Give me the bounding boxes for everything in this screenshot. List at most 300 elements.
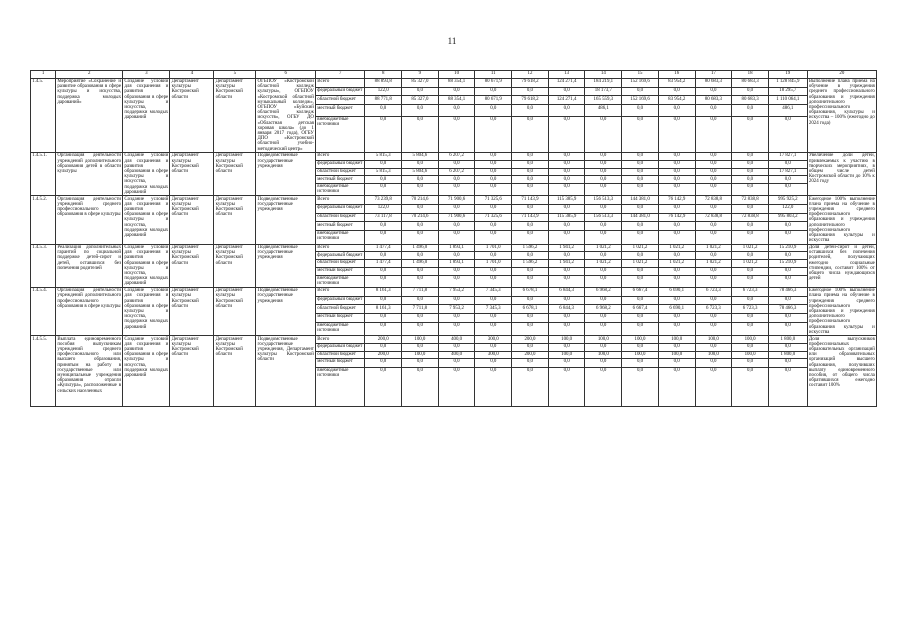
page-number: 11 xyxy=(447,36,457,46)
amount-cell: 0,0 xyxy=(695,116,732,152)
funding-source: Всего xyxy=(316,287,365,296)
column-number: 19 xyxy=(768,71,807,79)
amount-cell: 72 838,8 xyxy=(695,213,732,222)
amount-cell: 0,0 xyxy=(768,296,807,305)
amount-cell: 0,0 xyxy=(365,296,402,305)
amount-cell: 0,0 xyxy=(548,359,585,368)
amount-cell: 0,0 xyxy=(438,176,475,184)
customer-cell: Департамент культуры Костромской области xyxy=(170,153,214,196)
participants-cell: Подведомственные государственные учреждения xyxy=(256,244,316,287)
amount-cell: 0,0 xyxy=(622,204,659,213)
column-number: 17 xyxy=(695,71,732,79)
row-id: 1.4.5. xyxy=(31,78,56,152)
amount-cell: 1 893,1 xyxy=(438,260,475,268)
amount-cell: 0,0 xyxy=(658,322,695,336)
amount-cell: 200,0 xyxy=(512,351,549,359)
funding-source: Всего xyxy=(316,244,365,252)
indicator-cell: Доля выпускников профессиональных образовательных организаций или образовательных организаций высшего образования, получивших выплату единовременного пособия, от общего числа обратившихся ежегодно составит 100% xyxy=(807,336,876,407)
amount-cell: 0,0 xyxy=(365,267,402,275)
goal-cell: Создание условий для сохранения и развития образования в сфере культуры и искусства, поддержки молодых дарований xyxy=(124,244,169,287)
amount-cell: 0,0 xyxy=(365,183,402,195)
amount-cell: 0,0 xyxy=(585,153,622,161)
amount-cell: 0,0 xyxy=(695,322,732,336)
amount-cell: 0,0 xyxy=(438,343,475,351)
amount-cell: 0,0 xyxy=(658,160,695,168)
amount-cell: 0,0 xyxy=(658,252,695,260)
measure-cell: Организация деятельности учреждений дополнительного образования детей в области культуры xyxy=(56,153,123,196)
amount-cell: 100,0 xyxy=(585,351,622,359)
funding-source: Всего xyxy=(316,78,365,87)
amount-cell: 1 496,0 xyxy=(402,244,439,252)
amount-cell: 0,0 xyxy=(658,176,695,184)
amount-cell: 1 941,2 xyxy=(548,260,585,268)
amount-cell: 0,0 xyxy=(768,222,807,231)
amount-cell: 7 345,3 xyxy=(475,287,512,296)
funding-source: областной бюджет xyxy=(316,96,365,105)
amount-cell: 0,0 xyxy=(622,160,659,168)
amount-cell: 0,0 xyxy=(512,275,549,287)
amount-cell: 122,0 xyxy=(365,204,402,213)
amount-cell: 100,0 xyxy=(585,336,622,344)
amount-cell: 0,0 xyxy=(512,160,549,168)
goal-cell: Создание условий для сохранения и развития образования в сфере культуры и искусства, поддержки молодых дарований xyxy=(123,78,170,152)
amount-cell: 995 803,2 xyxy=(768,213,807,222)
funding-source: областной бюджет xyxy=(316,305,365,314)
amount-cell: 72 838,8 xyxy=(695,196,732,205)
amount-cell: 0,0 xyxy=(622,275,659,287)
amount-cell: 1 596,2 xyxy=(512,260,549,268)
amount-cell: 71 900,6 xyxy=(438,213,475,222)
amount-cell: 156 513,3 xyxy=(585,196,622,205)
amount-cell: 0,0 xyxy=(548,204,585,213)
column-number: 20 xyxy=(807,71,876,79)
amount-cell: 0,0 xyxy=(768,160,807,168)
amount-cell: 0,0 xyxy=(622,116,659,152)
column-number: 13 xyxy=(548,71,585,79)
amount-cell: 100,0 xyxy=(622,336,659,344)
funding-source: Всего xyxy=(316,196,365,205)
amount-cell: 0,0 xyxy=(548,183,585,195)
amount-cell: 0,0 xyxy=(658,222,695,231)
amount-cell: 1 021,2 xyxy=(658,244,695,252)
funding-source: федеральный бюджет xyxy=(316,343,365,351)
amount-cell: 0,0 xyxy=(365,230,402,244)
amount-cell: 0,0 xyxy=(732,168,769,176)
amount-cell: 0,0 xyxy=(585,296,622,305)
column-number: 8 xyxy=(365,71,402,79)
funding-source: внебюджетные источники xyxy=(316,367,365,407)
executor-cell: Департамент культуры Костромской области xyxy=(214,153,256,196)
participants-cell: Подведомственные государственные учреждения, Департамент культуры Костромской области xyxy=(256,336,316,407)
amount-cell: 1 110 064,1 xyxy=(768,96,807,105)
amount-cell: 71 143,9 xyxy=(512,196,549,205)
amount-cell: 0,0 xyxy=(622,343,659,351)
amount-cell: 71 325,6 xyxy=(475,213,512,222)
amount-cell: 0,0 xyxy=(695,105,732,116)
customer-cell: Департамент культуры Костромской области xyxy=(170,78,214,152)
amount-cell: 0,0 xyxy=(402,275,439,287)
amount-cell: 0,0 xyxy=(438,322,475,336)
amount-cell: 122,0 xyxy=(365,87,402,96)
amount-cell: 0,0 xyxy=(695,343,732,351)
funding-source: местный бюджет xyxy=(316,222,365,231)
amount-cell: 144 381,0 xyxy=(622,196,659,205)
amount-cell: 6 207,2 xyxy=(438,168,475,176)
amount-cell: 0,0 xyxy=(438,359,475,368)
amount-cell: 1 021,2 xyxy=(622,260,659,268)
amount-cell: 0,0 xyxy=(768,367,807,407)
amount-cell: 144 381,0 xyxy=(622,213,659,222)
goal-cell: Создание условий для сохранения и развития образования в сфере культуры и искусства, поддержки молодых дарований xyxy=(123,287,170,335)
amount-cell: 70 214,6 xyxy=(402,213,439,222)
measure-cell: Реализация дополнительных гарантий по социальной поддержке детей-сирот и детей, оставшихся без попечения родителей xyxy=(56,244,123,287)
measure-cell: Организация деятельности учреждений среднего профессионального образования в сфере культуры xyxy=(56,196,123,244)
amount-cell: 0,0 xyxy=(622,183,659,195)
amount-cell: 0,0 xyxy=(658,359,695,368)
amount-cell: 0,0 xyxy=(732,296,769,305)
amount-cell: 0,0 xyxy=(548,105,585,116)
amount-cell: 1 477,4 xyxy=(365,260,402,268)
amount-cell: 83 954,2 xyxy=(658,96,695,105)
amount-cell: 0,0 xyxy=(732,160,769,168)
amount-cell: 0,0 xyxy=(475,367,512,407)
amount-cell: 0,0 xyxy=(658,168,695,176)
amount-cell: 0,0 xyxy=(695,275,732,287)
amount-cell: 6 844,3 xyxy=(548,305,585,314)
amount-cell: 0,0 xyxy=(475,160,512,168)
amount-cell: 0,0 xyxy=(768,359,807,368)
amount-cell: 0,0 xyxy=(732,183,769,195)
amount-cell: 0,0 xyxy=(475,87,512,96)
amount-cell: 6 690,1 xyxy=(658,305,695,314)
amount-cell: 0,0 xyxy=(585,168,622,176)
goal-cell: Создание условий для сохранения и развития образования в сфере культуры и искусства, поддержки молодых дарований xyxy=(124,153,169,195)
amount-cell: 0,0 xyxy=(475,343,512,351)
table-row xyxy=(31,287,877,296)
funding-source: областной бюджет xyxy=(316,168,365,176)
amount-cell: 85 327,0 xyxy=(402,78,439,87)
amount-cell: 0,0 xyxy=(622,176,659,184)
amount-cell: 0,0 xyxy=(402,367,439,407)
amount-cell: 0,0 xyxy=(365,222,402,231)
customer-cell: Департамент культуры Костромской области xyxy=(170,287,214,335)
column-number: 2 xyxy=(56,71,123,79)
column-number-row xyxy=(31,71,877,79)
amount-cell: 0,0 xyxy=(658,230,695,244)
amount-cell: 0,0 xyxy=(658,275,695,287)
amount-cell: 0,0 xyxy=(658,313,695,322)
amount-cell: 0,0 xyxy=(402,343,439,351)
amount-cell: 0,0 xyxy=(732,267,769,275)
amount-cell: 0,0 xyxy=(732,222,769,231)
amount-cell: 100,0 xyxy=(548,351,585,359)
amount-cell: 0,0 xyxy=(658,343,695,351)
executor-cell: Департамент культуры Костромской области xyxy=(214,196,256,244)
amount-cell: 0,0 xyxy=(695,183,732,195)
amount-cell: 0,0 xyxy=(768,313,807,322)
amount-cell: 0,0 xyxy=(365,252,402,260)
table-row xyxy=(31,244,877,252)
amount-cell: 0,0 xyxy=(585,183,622,195)
column-number: 4 xyxy=(170,71,214,79)
amount-cell: 0,0 xyxy=(732,359,769,368)
amount-cell: 0,0 xyxy=(585,204,622,213)
amount-cell: 0,0 xyxy=(402,322,439,336)
amount-cell: 7 711,8 xyxy=(402,287,439,296)
amount-cell: 0,0 xyxy=(402,230,439,244)
amount-cell: 0,0 xyxy=(438,252,475,260)
amount-cell: 0,0 xyxy=(548,296,585,305)
amount-cell: 0,0 xyxy=(622,267,659,275)
amount-cell: 6 968,2 xyxy=(585,305,622,314)
amount-cell: 0,0 xyxy=(475,230,512,244)
amount-cell: 0,0 xyxy=(768,176,807,184)
funding-source: областной бюджет xyxy=(316,351,365,359)
amount-cell: 0,0 xyxy=(622,252,659,260)
amount-cell: 0,0 xyxy=(658,183,695,195)
amount-cell: 83 954,2 xyxy=(658,78,695,87)
amount-cell: 0,0 xyxy=(512,87,549,96)
amount-cell: 300,0 xyxy=(475,351,512,359)
amount-cell: 0,0 xyxy=(622,153,659,161)
amount-cell: 0,0 xyxy=(658,367,695,407)
amount-cell: 0,0 xyxy=(768,267,807,275)
amount-cell: 0,0 xyxy=(402,116,439,152)
amount-cell: 0,0 xyxy=(732,153,769,161)
amount-cell: 5 804,6 xyxy=(402,168,439,176)
amount-cell: 0,0 xyxy=(475,176,512,184)
amount-cell: 0,0 xyxy=(658,296,695,305)
amount-cell: 0,0 xyxy=(402,252,439,260)
amount-cell: 0,0 xyxy=(768,322,807,336)
amount-cell: 6 968,2 xyxy=(585,287,622,296)
amount-cell: 8 161,3 xyxy=(365,287,402,296)
amount-cell: 70 214,6 xyxy=(402,196,439,205)
amount-cell: 1 893,1 xyxy=(438,244,475,252)
funding-source: местный бюджет xyxy=(316,105,365,116)
column-number: 10 xyxy=(438,71,475,79)
amount-cell: 1 477,4 xyxy=(365,244,402,252)
amount-cell: 0,0 xyxy=(585,343,622,351)
amount-cell: 0,0 xyxy=(732,230,769,244)
indicator-cell: Ежегодное 100% выполнение плана приема на обучение в учреждения среднего профессионального образования и учреждения дополнительного профессионального образования культуры и искусства xyxy=(808,288,875,335)
amount-cell: 0,0 xyxy=(585,367,622,407)
amount-cell: 80 683,3 xyxy=(732,96,769,105)
amount-cell: 0,0 xyxy=(365,322,402,336)
customer-cell: Департамент культуры Костромской области xyxy=(170,244,214,287)
amount-cell: 165 559,3 xyxy=(585,96,622,105)
amount-cell: 0,0 xyxy=(695,359,732,368)
amount-cell: 0,0 xyxy=(732,116,769,152)
amount-cell: 73 239,8 xyxy=(365,196,402,205)
amount-cell: 115 385,9 xyxy=(548,196,585,205)
amount-cell: 200,0 xyxy=(512,336,549,344)
funding-source: внебюджетные источники xyxy=(316,116,365,152)
amount-cell: 0,0 xyxy=(365,160,402,168)
amount-cell: 0,0 xyxy=(585,222,622,231)
measure-cell: Организация деятельности учреждений дополнительного профессионального образования в сфере культуры xyxy=(56,287,123,335)
amount-cell: 0,0 xyxy=(548,87,585,96)
funding-source: федеральный бюджет xyxy=(316,252,365,260)
funding-source: федеральный бюджет xyxy=(316,296,365,305)
amount-cell: 0,0 xyxy=(365,313,402,322)
amount-cell: 6 690,1 xyxy=(658,287,695,296)
amount-cell: 0,0 xyxy=(695,168,732,176)
amount-cell: 0,0 xyxy=(768,183,807,195)
amount-cell: 88 354,1 xyxy=(438,78,475,87)
amount-cell: 0,0 xyxy=(402,160,439,168)
amount-cell: 0,0 xyxy=(732,87,769,96)
executor-cell: Департамент культуры Костромской области xyxy=(214,336,256,407)
amount-cell: 100,0 xyxy=(732,336,769,344)
amount-cell: 1 021,2 xyxy=(585,260,622,268)
amount-cell: 0,0 xyxy=(475,359,512,368)
amount-cell: 78 466,3 xyxy=(768,305,807,314)
goal-cell: Создание условий для сохранения и развития образования в сфере культуры и искусства, поддержки молодых дарований xyxy=(123,336,170,407)
column-number: 5 xyxy=(214,71,256,79)
column-number: 14 xyxy=(585,71,622,79)
amount-cell: 0,0 xyxy=(548,230,585,244)
amount-cell: 0,0 xyxy=(695,313,732,322)
amount-cell: 0,0 xyxy=(438,204,475,213)
amount-cell: 1 021,2 xyxy=(622,244,659,252)
amount-cell: 80 671,9 xyxy=(475,78,512,87)
amount-cell: 0,0 xyxy=(438,367,475,407)
amount-cell: 0,0 xyxy=(768,230,807,244)
amount-cell: 0,0 xyxy=(585,116,622,152)
amount-cell: 0,0 xyxy=(585,275,622,287)
amount-cell: 79 618,2 xyxy=(512,96,549,105)
amount-cell: 0,0 xyxy=(695,204,732,213)
amount-cell: 0,0 xyxy=(512,176,549,184)
amount-cell: 200,0 xyxy=(365,351,402,359)
amount-cell: 80 683,3 xyxy=(695,78,732,87)
amount-cell: 0,0 xyxy=(695,296,732,305)
amount-cell: 1 021,2 xyxy=(585,244,622,252)
funding-source: местный бюджет xyxy=(316,359,365,368)
amount-cell: 0,0 xyxy=(658,153,695,161)
amount-cell: 0,0 xyxy=(438,267,475,275)
amount-cell: 0,0 xyxy=(622,168,659,176)
amount-cell: 0,0 xyxy=(548,252,585,260)
amount-cell: 0,0 xyxy=(768,252,807,260)
funding-source: внебюджетные источники xyxy=(316,322,365,336)
amount-cell: 7 345,3 xyxy=(475,305,512,314)
amount-cell: 100,0 xyxy=(695,351,732,359)
amount-cell: 6 723,3 xyxy=(695,305,732,314)
amount-cell: 0,0 xyxy=(402,296,439,305)
amount-cell: 0,0 xyxy=(768,343,807,351)
amount-cell: 995 925,2 xyxy=(768,196,807,205)
amount-cell: 100,0 xyxy=(548,336,585,344)
amount-cell: 0,0 xyxy=(585,322,622,336)
amount-cell: 0,0 xyxy=(622,322,659,336)
amount-cell: 0,0 xyxy=(365,367,402,407)
amount-cell: 1 941,2 xyxy=(548,244,585,252)
amount-cell: 76 142,9 xyxy=(658,213,695,222)
amount-cell: 6 678,1 xyxy=(512,287,549,296)
amount-cell: 0,0 xyxy=(548,160,585,168)
amount-cell: 0,0 xyxy=(548,367,585,407)
amount-cell: 6 723,3 xyxy=(695,287,732,296)
amount-cell: 0,0 xyxy=(585,252,622,260)
amount-cell: 100,0 xyxy=(658,336,695,344)
amount-cell: 1 496,0 xyxy=(402,260,439,268)
amount-cell: 0,0 xyxy=(365,359,402,368)
executor-cell: Департамент культуры Костромской области xyxy=(214,287,256,335)
amount-cell: 0,0 xyxy=(768,116,807,152)
amount-cell: 486,1 xyxy=(585,105,622,116)
amount-cell: 0,0 xyxy=(512,313,549,322)
amount-cell: 0,0 xyxy=(475,252,512,260)
amount-cell: 152 169,6 xyxy=(622,96,659,105)
amount-cell: 0,0 xyxy=(402,183,439,195)
amount-cell: 1 701,0 xyxy=(475,260,512,268)
amount-cell: 124 271,4 xyxy=(548,96,585,105)
amount-cell: 0,0 xyxy=(512,116,549,152)
amount-cell: 0,0 xyxy=(365,116,402,152)
amount-cell: 18 173,7 xyxy=(585,87,622,96)
amount-cell: 0,0 xyxy=(512,204,549,213)
table-row xyxy=(31,78,877,87)
amount-cell: 0,0 xyxy=(475,267,512,275)
amount-cell: 0,0 xyxy=(512,183,549,195)
funding-source: федеральный бюджет xyxy=(316,204,365,213)
amount-cell: 0,0 xyxy=(548,313,585,322)
amount-cell: 115 385,9 xyxy=(548,213,585,222)
amount-cell: 80 671,9 xyxy=(475,96,512,105)
amount-cell: 0,0 xyxy=(622,313,659,322)
program-table xyxy=(30,70,877,407)
amount-cell: 0,0 xyxy=(622,87,659,96)
amount-cell: 0,0 xyxy=(402,359,439,368)
amount-cell: 72 838,8 xyxy=(732,213,769,222)
amount-cell: 0,0 xyxy=(732,204,769,213)
amount-cell: 0,0 xyxy=(732,322,769,336)
amount-cell: 71 143,9 xyxy=(512,213,549,222)
amount-cell: 0,0 xyxy=(695,230,732,244)
measure-cell: Мероприятие «Сохранение и развитие образования в сфере культуры и искусства, поддержка молодых дарований» xyxy=(56,78,123,152)
column-number: 15 xyxy=(622,71,659,79)
funding-source: Всего xyxy=(316,336,365,344)
amount-cell: 0,0 xyxy=(622,222,659,231)
goal-cell: Создание условий для сохранения и развития образования в сфере культуры и искусства, поддержки молодых дарований xyxy=(123,196,170,244)
amount-cell: 78 466,3 xyxy=(768,287,807,296)
funding-source: областной бюджет xyxy=(316,213,365,222)
amount-cell: 0,0 xyxy=(732,313,769,322)
amount-cell: 88 893,8 xyxy=(365,78,402,87)
executor-cell: Департамент культуры Костромской области xyxy=(214,78,256,152)
funding-source: местный бюджет xyxy=(316,313,365,322)
amount-cell: 5 815,3 xyxy=(365,153,402,161)
amount-cell: 0,0 xyxy=(402,105,439,116)
amount-cell: 0,0 xyxy=(732,176,769,184)
amount-cell: 5 804,6 xyxy=(402,153,439,161)
amount-cell: 0,0 xyxy=(585,359,622,368)
amount-cell: 0,0 xyxy=(732,343,769,351)
amount-cell: 0,0 xyxy=(512,105,549,116)
table-row xyxy=(31,153,877,161)
amount-cell: 1 021,2 xyxy=(732,244,769,252)
amount-cell: 0,0 xyxy=(548,343,585,351)
amount-cell: 0,0 xyxy=(475,275,512,287)
amount-cell: 0,0 xyxy=(622,367,659,407)
table-body xyxy=(31,71,877,407)
amount-cell: 100,0 xyxy=(402,336,439,344)
amount-cell: 0,0 xyxy=(475,183,512,195)
amount-cell: 0,0 xyxy=(365,343,402,351)
amount-cell: 0,0 xyxy=(585,267,622,275)
